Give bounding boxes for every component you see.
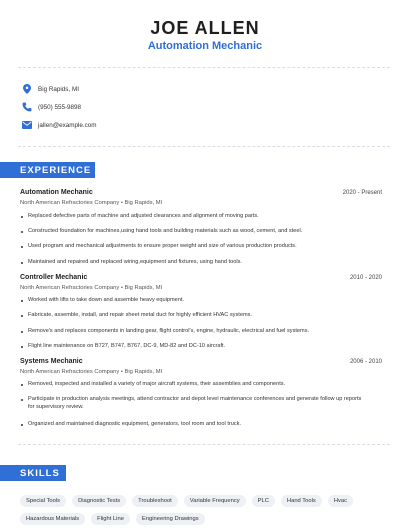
experience-heading: EXPERIENCE <box>0 162 95 178</box>
experience-divider <box>18 444 390 445</box>
job-1-bullets <box>20 213 365 221</box>
location-text: Big Rapids, MI <box>38 85 79 93</box>
candidate-role: Automation Mechanic <box>147 40 263 52</box>
job-2-bullets-4 <box>20 343 365 351</box>
phone-text: (950) 555-9898 <box>38 103 82 111</box>
contact-phone <box>22 100 81 114</box>
contact-location <box>22 82 79 96</box>
job-1-bullets-4 <box>20 259 365 267</box>
map-pin-icon <box>22 84 32 94</box>
skill-chip: PLC <box>252 495 275 507</box>
job-company: North American Refractories Company • Big Rapids, MI <box>20 369 163 375</box>
skill-chip: Engineering Drawings <box>136 513 205 525</box>
contact-email[interactable] <box>22 118 97 132</box>
job-1-bullets-2 <box>20 228 365 236</box>
skill-chip: Diagnostic Tests <box>72 495 126 507</box>
job-2-bullets <box>20 297 365 305</box>
skills-list <box>20 495 395 525</box>
job-title: Controller Mechanic <box>20 274 88 281</box>
skill-chip: Hvac <box>328 495 353 507</box>
list-item: Constructed foundation for machines,using hand tools and building materials such as wood, cement, and steel. <box>20 228 365 236</box>
job-company: North American Refractories Company • Big Rapids, MI <box>20 200 163 206</box>
list-item: Organized and maintained diagnostic equipment, generators, tool room and tool truck. <box>20 421 365 429</box>
job-title: Systems Mechanic <box>20 358 83 365</box>
phone-icon <box>22 102 32 112</box>
skill-chip: Special Tools <box>20 495 66 507</box>
job-dates: 2010 - 2020 <box>349 275 382 281</box>
list-item: Removed, inspected and installed a variety of major aircraft systems, their assemblies and components. <box>20 381 365 389</box>
envelope-icon <box>22 120 32 130</box>
job-2-bullets-2 <box>20 312 365 320</box>
job-3-bullets-3 <box>20 421 365 429</box>
list-item: Flight line maintenance on B727, B747, B767, DC-9, MD-82 and DC-10 aircraft. <box>20 343 365 351</box>
skill-chip: Flight Line <box>91 513 130 525</box>
list-item: Replaced defective parts of machine and adjusted clearances and alignment of moving parts. <box>20 213 365 221</box>
job-company: North American Refractories Company • Big Rapids, MI <box>20 285 163 291</box>
job-dates: 2006 - 2010 <box>349 359 382 365</box>
candidate-name: JOE ALLEN <box>150 18 260 38</box>
list-item: Worked with lifts to take down and assemble heavy equipment. <box>20 297 365 305</box>
job-3-bullets-2 <box>20 396 365 411</box>
skill-chip: Hand Tools <box>281 495 322 507</box>
job-dates: 2020 - Present <box>342 190 382 196</box>
job-title: Automation Mechanic <box>20 189 93 196</box>
skill-chip: Hazardous Materials <box>20 513 85 525</box>
list-item: Maintained and repaired and replaced wiring,equipment and fixtures, using hand tools. <box>20 259 365 267</box>
header-divider <box>18 67 390 68</box>
skill-chip: Variable Frequency <box>184 495 246 507</box>
contact-divider <box>18 146 390 147</box>
list-item: Used program and mechanical adjustments to ensure proper weight and size of various production products. <box>20 243 365 251</box>
job-1-bullets-3 <box>20 243 365 251</box>
job-3-bullets <box>20 381 365 389</box>
email-link[interactable]: jallen@example.com <box>38 121 97 129</box>
list-item: Participate in production analysis meetings, attend contractor and depot level maintenance conferences and generate follow up reports for supervisory review. <box>20 396 365 411</box>
list-item: Remove's and replaces components in landing gear, flight control's, engine, hydraulic, electrical and fuel systems. <box>20 328 365 336</box>
list-item: Fabricate, assemble, install, and repair sheet metal duct for highly efficient HVAC systems. <box>20 312 365 320</box>
skill-chip: Troubleshoot <box>132 495 178 507</box>
skills-heading: SKILLS <box>0 465 66 481</box>
job-2-bullets-3 <box>20 328 365 336</box>
